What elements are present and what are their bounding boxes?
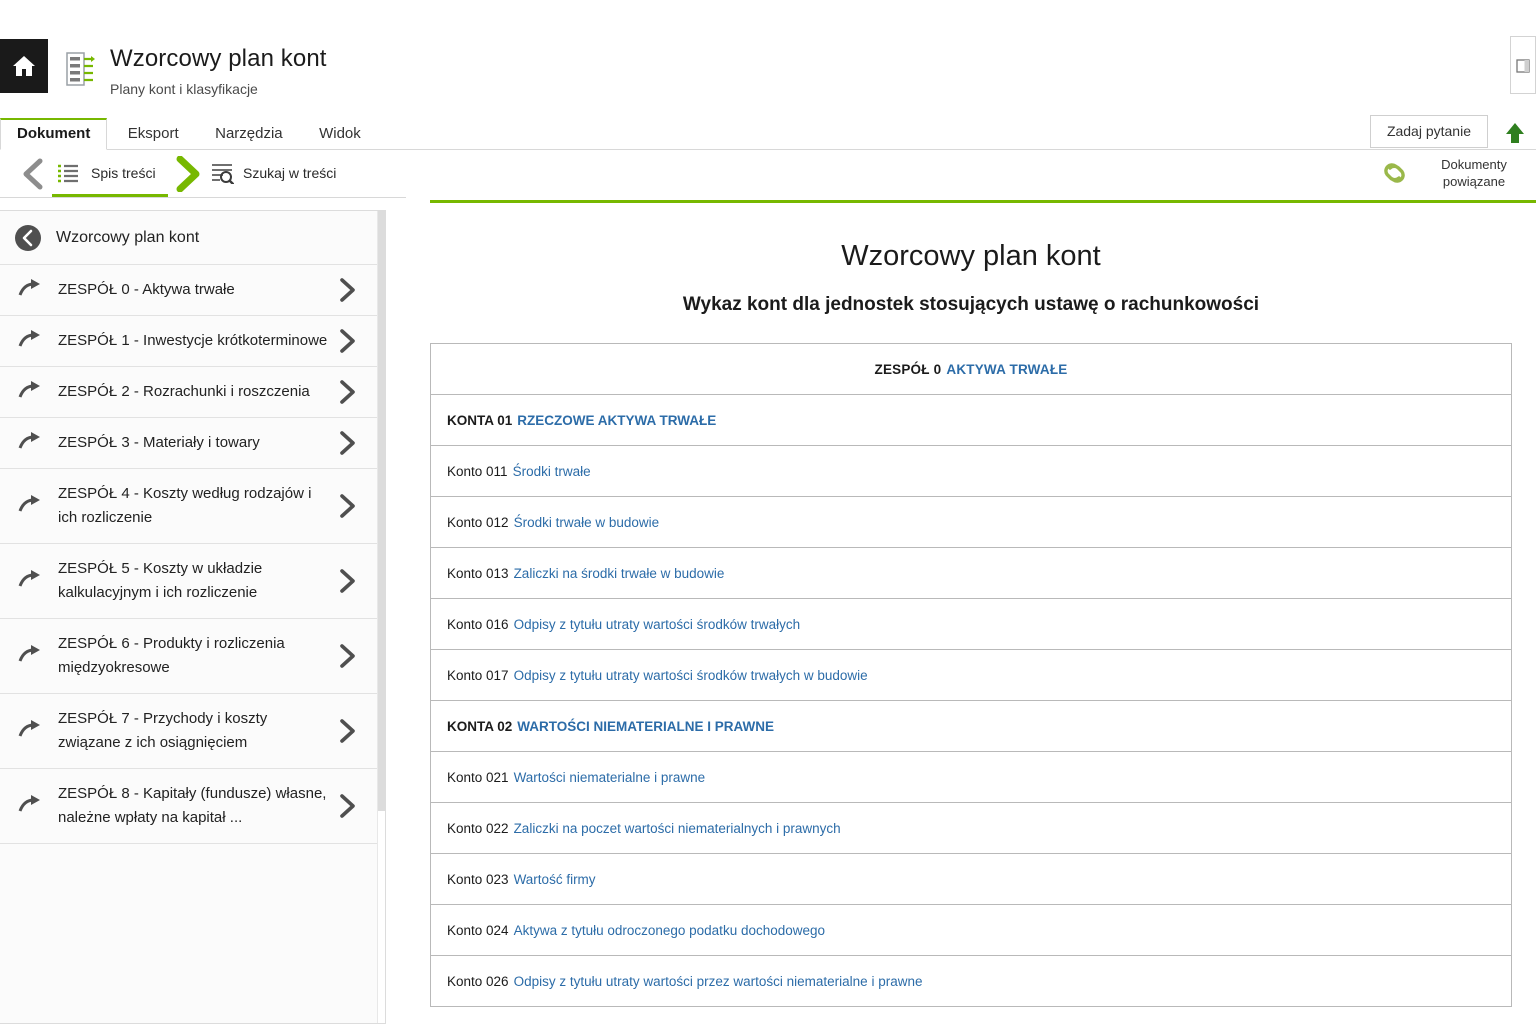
toc-button[interactable] <box>56 159 156 187</box>
page-title: Wzorcowy plan kont <box>110 45 327 72</box>
content-top-rule <box>430 200 1536 203</box>
sidebar-item-zespol-4[interactable] <box>0 469 385 544</box>
app-header <box>0 0 1536 112</box>
row-prefix: Konto 016 <box>447 616 509 632</box>
sidebar-scrollbar-thumb[interactable] <box>378 211 386 811</box>
tab-bar <box>0 118 1536 150</box>
chevron-right-icon <box>337 643 359 669</box>
scroll-top-button[interactable] <box>1502 118 1530 148</box>
sidebar-item-label: ZESPÓŁ 1 - Inwestycje krótkoterminowe <box>58 332 328 349</box>
enter-arrow-icon <box>18 720 44 742</box>
sidebar-scrollbar[interactable] <box>377 211 385 1024</box>
document-title: Wzorcowy plan kont <box>841 240 1101 272</box>
table-row[interactable] <box>431 497 1511 548</box>
sidebar-item-zespol-3[interactable] <box>0 418 385 469</box>
row-name[interactable]: Środki trwałe w budowie <box>513 514 660 530</box>
search-in-content-button[interactable] <box>210 159 336 187</box>
chevron-right-icon <box>337 568 359 594</box>
chevron-right-icon <box>337 718 359 744</box>
sidebar-back-header[interactable] <box>0 211 385 265</box>
row-prefix: Konto 022 <box>447 820 509 836</box>
document-toolbar <box>0 150 1536 198</box>
chevron-right-icon <box>337 493 359 519</box>
row-prefix: Konto 024 <box>447 922 509 938</box>
table-row[interactable] <box>431 395 1511 446</box>
tab-widok[interactable]: Widok <box>319 125 361 142</box>
tab-dokument[interactable]: Dokument <box>0 118 107 150</box>
sidebar-item-zespol-6[interactable] <box>0 619 385 694</box>
chevron-right-icon <box>337 277 359 303</box>
table-row[interactable] <box>431 752 1511 803</box>
panel-toggle-button[interactable] <box>1510 36 1536 94</box>
sidebar-item-label: ZESPÓŁ 7 - Przychody i koszty związane z ich osiągnięciem <box>58 710 268 751</box>
row-name[interactable]: AKTYWA TRWAŁE <box>946 361 1068 377</box>
row-name[interactable]: Środki trwałe <box>512 463 591 479</box>
chevron-right-icon <box>337 328 359 354</box>
row-name[interactable]: Odpisy z tytułu utraty wartości przez wartości niematerialne i prawne <box>513 973 923 989</box>
ask-question-button[interactable]: Zadaj pytanie <box>1370 115 1488 148</box>
table-row[interactable] <box>431 905 1511 956</box>
table-row[interactable] <box>431 803 1511 854</box>
enter-arrow-icon <box>18 279 44 301</box>
row-prefix: ZESPÓŁ 0 <box>874 361 942 377</box>
related-documents-label-line1: Dokumenty <box>1441 157 1507 172</box>
sidebar-item-zespol-0[interactable] <box>0 265 385 316</box>
enter-arrow-icon <box>18 381 44 403</box>
enter-arrow-icon <box>18 495 44 517</box>
row-prefix: Konto 023 <box>447 871 509 887</box>
row-prefix: Konto 011 <box>447 463 508 479</box>
sidebar-item-label: ZESPÓŁ 5 - Koszty w układzie kalkulacyjnym i ich rozliczenie <box>58 560 263 601</box>
table-row[interactable] <box>431 650 1511 701</box>
row-prefix: Konto 026 <box>447 973 509 989</box>
enter-arrow-icon <box>18 432 44 454</box>
sidebar-item-zespol-2[interactable] <box>0 367 385 418</box>
row-name[interactable]: Wartość firmy <box>513 871 596 887</box>
sidebar-item-label: ZESPÓŁ 8 - Kapitały (fundusze) własne, należne wpłaty na kapitał ... <box>58 785 327 826</box>
accounts-table <box>430 343 1512 1007</box>
tab-narzedzia[interactable]: Narzędzia <box>215 125 283 142</box>
document-list-icon <box>66 52 98 86</box>
sidebar-item-label: ZESPÓŁ 2 - Rozrachunki i roszczenia <box>58 383 310 400</box>
row-name[interactable]: Zaliczki na środki trwałe w budowie <box>513 565 725 581</box>
title-block <box>110 44 327 98</box>
tab-eksport[interactable]: Eksport <box>127 125 179 142</box>
sidebar-item-zespol-7[interactable] <box>0 694 385 769</box>
sidebar-item-label: ZESPÓŁ 6 - Produkty i rozliczenia międzyokresowe <box>58 635 285 676</box>
enter-arrow-icon <box>18 570 44 592</box>
table-row[interactable] <box>431 548 1511 599</box>
related-documents-label-line2: powiązane <box>1442 174 1506 189</box>
row-name[interactable]: Aktywa z tytułu odroczonego podatku dochodowego <box>513 922 826 938</box>
row-name[interactable]: RZECZOWE AKTYWA TRWAŁE <box>517 412 717 428</box>
row-prefix: KONTA 02 <box>447 718 513 734</box>
row-name[interactable]: WARTOŚCI NIEMATERIALNE I PRAWNE <box>517 718 775 734</box>
page-subtitle: Plany kont i klasyfikacje <box>110 81 258 97</box>
panel-toggle-icon <box>1516 59 1530 73</box>
chevron-right-icon <box>337 430 359 456</box>
row-prefix: Konto 021 <box>447 769 509 785</box>
table-row[interactable] <box>431 701 1511 752</box>
related-documents-label <box>1422 156 1526 190</box>
sidebar-item-label: ZESPÓŁ 4 - Koszty według rodzajów i ich rozliczenie <box>58 485 312 526</box>
row-name[interactable]: Odpisy z tytułu utraty wartości środków trwałych w budowie <box>513 667 868 683</box>
nav-back-button[interactable] <box>18 158 48 190</box>
document-subtitle: Wykaz kont dla jednostek stosujących ustawę o rachunkowości <box>682 294 1260 315</box>
enter-arrow-icon <box>18 330 44 352</box>
chevron-right-icon <box>337 793 359 819</box>
row-name[interactable]: Odpisy z tytułu utraty wartości środków trwałych <box>513 616 801 632</box>
chevron-right-icon <box>337 379 359 405</box>
related-documents-button[interactable] <box>1378 156 1526 190</box>
enter-arrow-icon <box>18 795 44 817</box>
back-circle-icon <box>14 224 42 252</box>
link-icon <box>1378 158 1412 188</box>
table-row[interactable] <box>431 599 1511 650</box>
row-prefix: KONTA 01 <box>447 412 513 428</box>
row-prefix: Konto 013 <box>447 565 509 581</box>
row-prefix: Konto 012 <box>447 514 509 530</box>
table-row[interactable] <box>431 854 1511 905</box>
sidebar-item-label: ZESPÓŁ 0 - Aktywa trwałe <box>58 281 235 298</box>
table-row[interactable] <box>431 956 1511 1007</box>
nav-forward-button[interactable] <box>172 156 202 192</box>
home-button[interactable] <box>0 39 48 93</box>
search-in-content-label: Szukaj w treści <box>243 165 337 181</box>
row-name[interactable]: Zaliczki na poczet wartości niematerialnych i prawnych <box>513 820 841 836</box>
sidebar-item-zespol-5[interactable] <box>0 544 385 619</box>
search-in-document-icon <box>210 162 234 184</box>
home-icon <box>11 54 37 78</box>
table-row[interactable] <box>431 446 1511 497</box>
sidebar-item-zespol-1[interactable] <box>0 316 385 367</box>
table-of-contents-icon <box>56 162 82 184</box>
sidebar-title: Wzorcowy plan kont <box>56 228 200 246</box>
row-name[interactable]: Wartości niematerialne i prawne <box>513 769 706 785</box>
document-content <box>406 196 1536 1024</box>
enter-arrow-icon <box>18 645 44 667</box>
table-of-contents-sidebar <box>0 210 386 1024</box>
sidebar-item-zespol-8[interactable] <box>0 769 385 844</box>
toc-label: Spis treści <box>91 165 156 181</box>
row-prefix: Konto 017 <box>447 667 509 683</box>
table-row[interactable] <box>431 344 1511 395</box>
sidebar-item-label: ZESPÓŁ 3 - Materiały i towary <box>58 434 260 451</box>
